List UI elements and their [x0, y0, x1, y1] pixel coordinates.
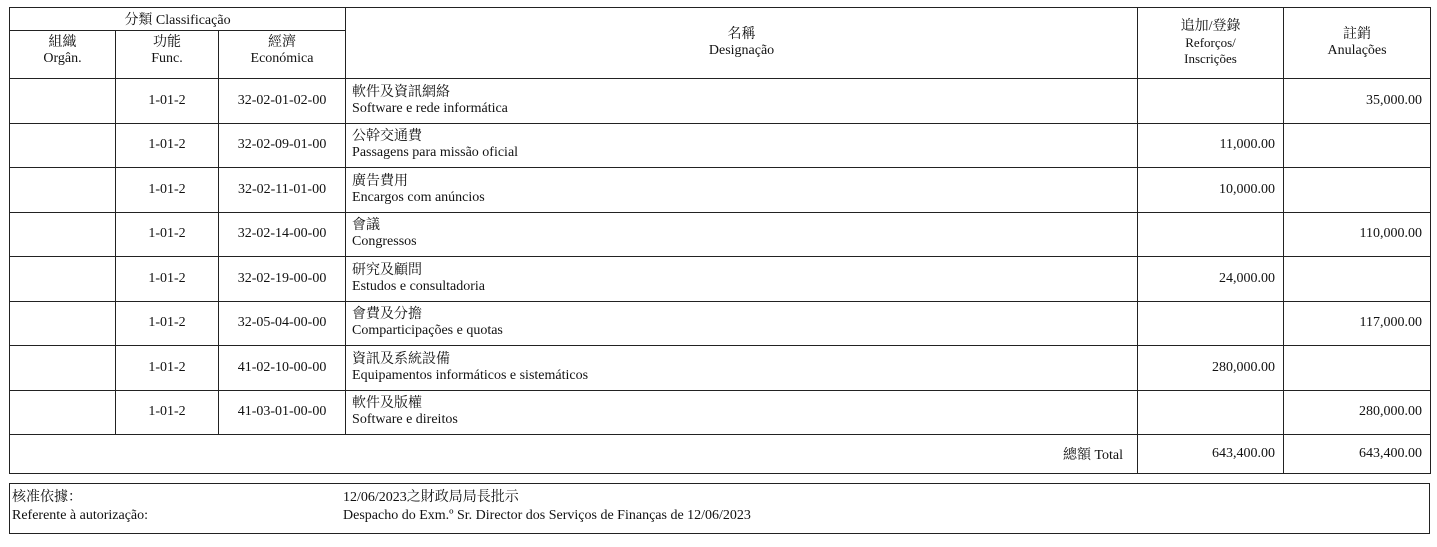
organ-zh: 組織: [48, 35, 77, 50]
designation-cell: [346, 168, 1138, 213]
designation-cell: [346, 212, 1138, 257]
econ-cell: 41-02-10-00-00: [219, 346, 346, 391]
cancel-cell: 117,000.00: [1284, 301, 1431, 346]
designation-zh: 名稱: [727, 27, 756, 42]
total-reinforce: 643,400.00: [1138, 435, 1284, 474]
designation-zh-text: 軟件及版權: [352, 396, 423, 412]
designation-zh-text: 廣告費用: [352, 173, 409, 189]
table-row: [10, 79, 1431, 124]
designation-cell: [346, 123, 1138, 168]
econ-header: [219, 31, 346, 79]
reinforce-zh: 追加/登錄: [1180, 19, 1241, 34]
cancel-cell: 280,000.00: [1284, 390, 1431, 435]
func-cell: 1-01-2: [116, 168, 219, 213]
organ-header: [10, 31, 116, 79]
designation-pt-text: Software e direitos: [352, 412, 458, 428]
cancel-header: [1284, 8, 1431, 79]
table-row: [10, 257, 1431, 302]
econ-zh: 經濟: [268, 35, 297, 50]
reinforce-cell: 24,000.00: [1138, 257, 1284, 302]
authorization-label: [12, 489, 148, 525]
authorization-value-pt: Despacho do Exm.º Sr. Director dos Serviços de Finanças de 12/06/2023: [343, 508, 751, 523]
designation-zh-text: 資訊及系統設備: [352, 351, 451, 367]
designation-pt-text: Encargos com anúncios: [352, 189, 485, 205]
reinforce-cell: [1138, 390, 1284, 435]
designation-zh-text: 公幹交通費: [352, 129, 423, 145]
econ-cell: 32-02-19-00-00: [219, 257, 346, 302]
func-header: [116, 31, 219, 79]
func-cell: 1-01-2: [116, 79, 219, 124]
designation-zh-text: 研究及顧問: [352, 262, 423, 278]
cancel-cell: [1284, 123, 1431, 168]
organ-cell: [10, 257, 116, 302]
func-cell: 1-01-2: [116, 123, 219, 168]
func-cell: 1-01-2: [116, 257, 219, 302]
designation-cell: [346, 346, 1138, 391]
func-pt: Func.: [151, 51, 183, 66]
organ-cell: [10, 79, 116, 124]
reinforce-cell: 11,000.00: [1138, 123, 1284, 168]
cancel-cell: 110,000.00: [1284, 212, 1431, 257]
budget-table: [9, 7, 1431, 474]
econ-cell: 32-02-14-00-00: [219, 212, 346, 257]
designation-pt-text: Passagens para missão oficial: [352, 145, 519, 161]
cancel-cell: [1284, 257, 1431, 302]
func-cell: 1-01-2: [116, 390, 219, 435]
reinforce-cell: [1138, 301, 1284, 346]
func-cell: 1-01-2: [116, 212, 219, 257]
authorization-footer: [9, 483, 1430, 534]
designation-pt-text: Comparticipações e quotas: [352, 323, 503, 339]
total-cancel: 643,400.00: [1284, 435, 1431, 474]
table-row: [10, 123, 1431, 168]
total-label: 總額 Total: [10, 435, 1138, 474]
func-cell: 1-01-2: [116, 301, 219, 346]
authorization-value: [343, 489, 751, 525]
organ-cell: [10, 346, 116, 391]
econ-cell: 32-05-04-00-00: [219, 301, 346, 346]
organ-cell: [10, 390, 116, 435]
designation-zh-text: 會議: [352, 218, 381, 234]
cancel-pt: Anulações: [1327, 43, 1387, 58]
reinforce-cell: [1138, 212, 1284, 257]
designation-cell: [346, 79, 1138, 124]
econ-cell: 41-03-01-00-00: [219, 390, 346, 435]
econ-pt: Económica: [250, 51, 314, 66]
econ-cell: 32-02-09-01-00: [219, 123, 346, 168]
organ-cell: [10, 168, 116, 213]
designation-pt-text: Congressos: [352, 234, 417, 250]
total-row: [10, 435, 1431, 474]
table-row: [10, 346, 1431, 391]
cancel-cell: 35,000.00: [1284, 79, 1431, 124]
reinforce-pt1: Reforços/: [1185, 35, 1236, 50]
designation-pt-text: Estudos e consultadoria: [352, 278, 486, 294]
cancel-cell: [1284, 168, 1431, 213]
designation-pt: Designação: [708, 43, 775, 58]
classification-header: [10, 8, 346, 31]
designation-header: [346, 8, 1138, 79]
designation-cell: [346, 390, 1138, 435]
organ-cell: [10, 123, 116, 168]
organ-pt: Orgân.: [43, 51, 82, 66]
designation-cell: [346, 257, 1138, 302]
table-row: [10, 168, 1431, 213]
func-cell: 1-01-2: [116, 346, 219, 391]
authorization-label-pt: Referente à autorização:: [12, 508, 149, 523]
func-zh: 功能: [153, 35, 181, 50]
reinforce-pt2: Inscrições: [1184, 51, 1237, 66]
organ-cell: [10, 212, 116, 257]
econ-cell: 32-02-11-01-00: [219, 168, 346, 213]
cancel-zh: 註銷: [1343, 27, 1372, 42]
designation-pt-text: Equipamentos informáticos e sistemáticos: [352, 367, 589, 383]
designation-cell: [346, 301, 1138, 346]
classification-label: 分類 Classificação: [124, 13, 231, 28]
reinforce-header: [1138, 8, 1284, 79]
organ-cell: [10, 301, 116, 346]
cancel-cell: [1284, 346, 1431, 391]
table-row: [10, 390, 1431, 435]
table-row: [10, 212, 1431, 257]
designation-zh-text: 會費及分擔: [352, 307, 423, 323]
authorization-label-zh: 核准依據：: [12, 490, 82, 505]
reinforce-cell: 280,000.00: [1138, 346, 1284, 391]
authorization-value-zh: 12/06/2023之財政局局長批示: [343, 490, 519, 505]
reinforce-cell: [1138, 79, 1284, 124]
table-row: [10, 301, 1431, 346]
designation-zh-text: 軟件及資訊網絡: [352, 84, 451, 100]
econ-cell: 32-02-01-02-00: [219, 79, 346, 124]
reinforce-cell: 10,000.00: [1138, 168, 1284, 213]
designation-pt-text: Software e rede informática: [352, 100, 508, 116]
